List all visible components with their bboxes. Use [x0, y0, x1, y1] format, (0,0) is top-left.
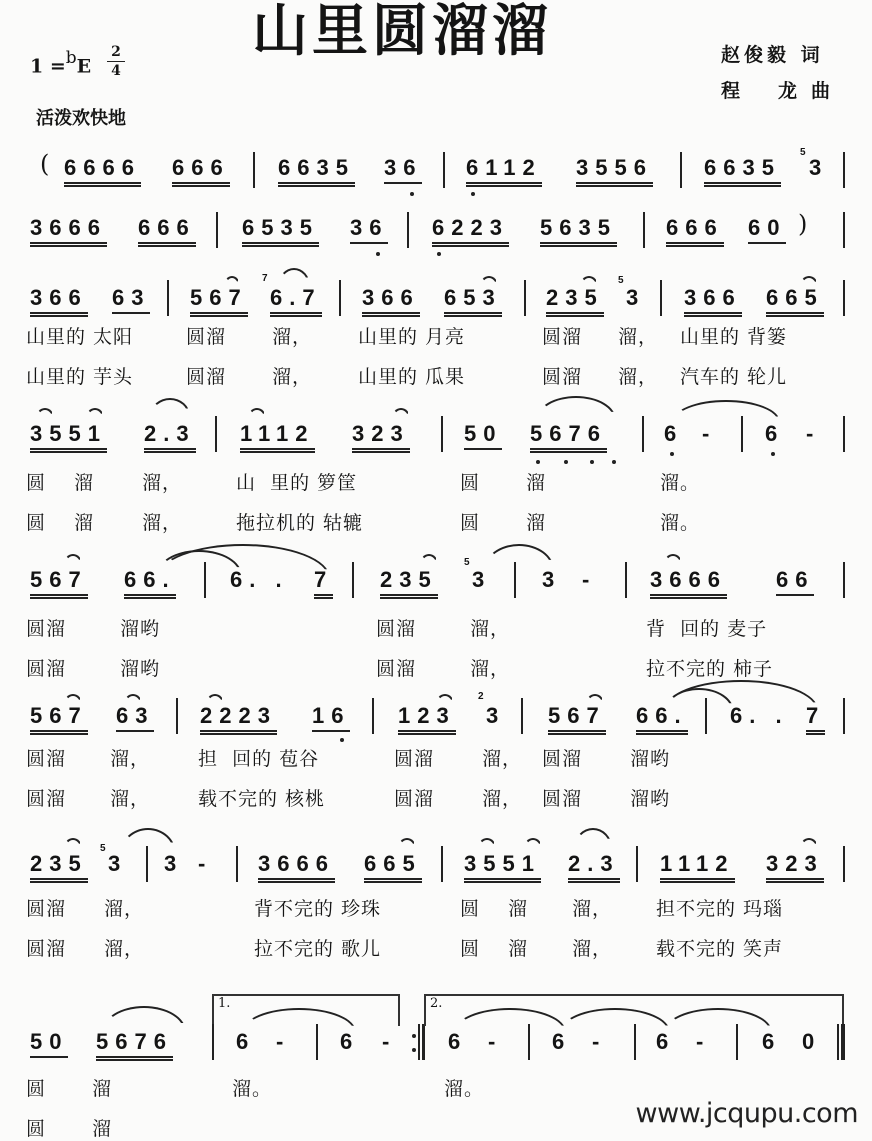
barline: [843, 152, 845, 188]
lyric: 圆溜: [542, 788, 583, 810]
lyric: 圆: [26, 1118, 47, 1140]
note-group: 6666: [64, 156, 141, 187]
barline: [215, 416, 217, 452]
dash: -: [806, 421, 821, 446]
note-group: 36: [384, 156, 422, 184]
lyric: 圆溜: [394, 748, 435, 770]
dash: -: [198, 851, 213, 876]
lyric: 载不完的 笑声: [656, 938, 784, 960]
barline: [524, 280, 526, 316]
barline: [514, 562, 516, 598]
low-octave-dot: [437, 252, 441, 256]
barline: [212, 1024, 214, 1060]
lyric: 溜，: [470, 658, 511, 680]
barline: [843, 416, 845, 452]
dash: -: [582, 567, 597, 592]
note-group: 6635: [704, 156, 781, 187]
slur-arc: [800, 838, 818, 848]
lyric: 担不完的 玛瑙: [656, 898, 784, 920]
slur-arc: [150, 398, 190, 416]
slur-arc: [86, 408, 104, 418]
slur-arc: [278, 268, 310, 286]
dash: -: [696, 1029, 711, 1054]
note-group: 3666: [258, 852, 335, 883]
lyric: 溜，: [482, 748, 523, 770]
lyric: 圆溜: [26, 618, 67, 640]
lyric: 溜: [508, 938, 529, 960]
note-group: 6635: [278, 156, 355, 187]
lyric: 溜: [508, 898, 529, 920]
lyric: 担 回的 苞谷: [198, 748, 320, 770]
dash: -: [488, 1029, 503, 1054]
lyric: 山里的 背篓: [680, 326, 788, 348]
composer-surname: 程: [721, 80, 741, 102]
note-group: 7: [806, 704, 825, 735]
lyric: 溜，: [104, 938, 145, 960]
dash: -: [382, 1029, 397, 1054]
low-octave-dot: [536, 460, 540, 464]
lyric: 溜，: [110, 788, 151, 810]
lyric: 背不完的 珍珠: [254, 898, 382, 920]
note-group: 666: [138, 216, 196, 247]
low-octave-dot: [410, 192, 414, 196]
barline: [176, 698, 178, 734]
note-group: 567: [30, 568, 88, 599]
lyric: 圆溜: [186, 366, 227, 388]
dash: -: [592, 1029, 607, 1054]
lyric: 圆溜: [186, 326, 227, 348]
lyric: 溜，: [618, 326, 659, 348]
note-group: 366: [684, 286, 742, 317]
barline: [642, 416, 644, 452]
note-group: 66: [776, 568, 814, 596]
note: 6: [448, 1029, 468, 1054]
note-group: 66.: [124, 568, 176, 599]
note-group: 5676: [96, 1030, 173, 1061]
time-signature: [107, 44, 125, 79]
barline: [352, 562, 354, 598]
lyric: 圆溜: [542, 366, 583, 388]
final-barline-thick: [841, 1024, 845, 1060]
lyric: 溜，: [470, 618, 511, 640]
tempo-marking: 活泼欢快地: [36, 108, 126, 129]
lyric: 溜，: [272, 326, 313, 348]
slur-arc: [574, 828, 612, 848]
lyric: 溜哟: [120, 658, 161, 680]
repeat-barline-thin: [418, 1024, 420, 1060]
lyric: 山里的 太阳: [26, 326, 134, 348]
barline: [204, 562, 206, 598]
barline: [372, 698, 374, 734]
slur-arc: [64, 554, 82, 564]
lyric: 拉不完的 柿子: [646, 658, 774, 680]
lyric: 溜。: [660, 512, 701, 534]
lyric: 圆溜: [26, 748, 67, 770]
note: 6: [762, 1029, 782, 1054]
note: 3: [164, 851, 184, 876]
final-barline-thin: [837, 1024, 839, 1060]
note-group: 123: [398, 704, 456, 735]
lyric: 圆溜: [26, 658, 67, 680]
slur-arc: [36, 408, 54, 418]
barline: [146, 846, 148, 882]
barline: [443, 152, 445, 188]
lyric: 圆溜: [26, 938, 67, 960]
note-group: 7: [314, 568, 333, 599]
lyric: 圆溜: [394, 788, 435, 810]
barline: [736, 1024, 738, 1060]
lyric: 汽车的 轮儿: [680, 366, 788, 388]
note-group: 3556: [576, 156, 653, 187]
composer-credit: [721, 76, 830, 103]
note: 6: [656, 1029, 676, 1054]
note-group: 50: [464, 422, 502, 450]
time-bottom: 4: [111, 63, 121, 79]
lyric: 圆溜: [26, 788, 67, 810]
slur-arc: [64, 838, 82, 848]
lyric: 溜，: [272, 366, 313, 388]
note: 3: [542, 567, 562, 592]
barline: [625, 562, 627, 598]
note-group: 3551: [30, 422, 107, 453]
barline: [643, 212, 645, 248]
lyric: 溜，: [142, 472, 183, 494]
note-group: 2223: [200, 704, 277, 735]
grace-note: 2: [478, 691, 484, 702]
note: 3: [472, 567, 492, 592]
low-octave-dot: [612, 460, 616, 464]
note-group: 235: [30, 852, 88, 883]
note-group: 235: [546, 286, 604, 317]
note-group: 3551: [464, 852, 541, 883]
lyric: 溜，: [142, 512, 183, 534]
slur-arc: [398, 838, 416, 848]
note-group: 665: [766, 286, 824, 317]
note-group: 63: [112, 286, 150, 314]
lyric: 溜哟: [120, 618, 161, 640]
barline: [843, 212, 845, 248]
barline: [636, 846, 638, 882]
low-octave-dot: [376, 252, 380, 256]
note-group: 567: [30, 704, 88, 735]
tie-arc: [672, 400, 780, 422]
note: 6: [236, 1029, 256, 1054]
lyric: 溜: [92, 1118, 113, 1140]
note: 3: [626, 285, 646, 310]
lyric: 溜，: [572, 938, 613, 960]
note-group: 2.3: [144, 422, 196, 453]
lyric: 溜: [92, 1078, 113, 1100]
low-octave-dot: [670, 452, 674, 456]
note-group: 235: [380, 568, 438, 599]
barline: [634, 1024, 636, 1060]
note-group: 16: [312, 704, 350, 732]
lyric: 溜。: [444, 1078, 485, 1100]
low-octave-dot: [340, 738, 344, 742]
barline: [660, 280, 662, 316]
lyric: 溜。: [660, 472, 701, 494]
note-group: 6223: [432, 216, 509, 247]
barline: [705, 698, 707, 734]
barline: [843, 280, 845, 316]
barline: [741, 416, 743, 452]
composer-role: 曲: [811, 80, 831, 102]
note-group: 3666: [30, 216, 107, 247]
barline: [407, 212, 409, 248]
low-octave-dot: [471, 192, 475, 196]
note-group: 63: [116, 704, 154, 732]
note: 6: [664, 421, 684, 446]
lyric: 山 里的 箩筐: [236, 472, 358, 494]
key-signature: [30, 50, 91, 77]
grace-note: 5: [618, 275, 624, 286]
lyricist-credit: 赵俊毅 词: [721, 44, 824, 66]
lyric: 溜: [74, 472, 95, 494]
barline: [441, 846, 443, 882]
repeat-dot: [412, 1034, 416, 1038]
note-group: 36: [350, 216, 388, 244]
note-group: 567: [548, 704, 606, 735]
lyric: 圆: [460, 472, 481, 494]
second-ending-label: 2.: [430, 996, 443, 1011]
slur-arc: [480, 276, 498, 286]
note: 6: [340, 1029, 360, 1054]
barline: [236, 846, 238, 882]
lyric: 山里的 瓜果: [358, 366, 466, 388]
barline: [843, 562, 845, 598]
note-group: 1112: [240, 422, 315, 453]
slur-arc: [664, 554, 682, 564]
note-group: 5676: [530, 422, 607, 453]
lyric: 载不完的 核桃: [198, 788, 326, 810]
barline: [216, 212, 218, 248]
barline: [316, 1024, 318, 1060]
lyric: 圆: [26, 1078, 47, 1100]
slur-arc: [800, 276, 818, 286]
lyric: 溜，: [482, 788, 523, 810]
slur-arc: [420, 554, 438, 564]
note-group: 2.3: [568, 852, 620, 883]
note-group: 665: [364, 852, 422, 883]
barline: [680, 152, 682, 188]
lyric: 溜，: [572, 898, 613, 920]
note: 6: [552, 1029, 572, 1054]
slur-arc: [580, 276, 598, 286]
dash: -: [702, 421, 717, 446]
lyric: 溜哟: [630, 748, 671, 770]
lyric: 溜哟: [630, 788, 671, 810]
note-group: 6535: [242, 216, 319, 247]
lyric: 圆: [460, 898, 481, 920]
lyric: 背 回的 麦子: [646, 618, 768, 640]
composer-given-name: 龙: [778, 80, 798, 102]
slur-arc: [392, 408, 410, 418]
repeat-dot: [412, 1048, 416, 1052]
slur-arc: [248, 408, 266, 418]
website-watermark: www.jcqupu.com: [635, 1098, 858, 1129]
note-group: 50: [30, 1030, 68, 1058]
low-octave-dot: [771, 452, 775, 456]
grace-note: 5: [800, 147, 806, 158]
slur-arc: [536, 396, 616, 420]
lyric: 圆: [460, 938, 481, 960]
lyric: 溜，: [618, 366, 659, 388]
note-group: 6112: [466, 156, 542, 187]
barline: [253, 152, 255, 188]
note-group: 666: [172, 156, 230, 187]
lyric: 溜: [74, 512, 95, 534]
note: 3: [809, 155, 829, 180]
key-prefix: 1 =: [30, 55, 66, 78]
first-ending-label: 1.: [218, 996, 231, 1011]
lyric: 山里的 芋头: [26, 366, 134, 388]
note: 3: [108, 851, 128, 876]
barline: [843, 698, 845, 734]
close-paren: ): [798, 210, 808, 238]
note-group: 6.7: [270, 286, 322, 317]
lyric: 拖拉机的 轱辘: [236, 512, 364, 534]
barline: [339, 280, 341, 316]
lyric: 圆溜: [542, 748, 583, 770]
barline: [167, 280, 169, 316]
note-group: 6. .: [730, 703, 789, 728]
grace-note: 5: [464, 557, 470, 568]
lyric: 圆溜: [542, 326, 583, 348]
note: 6: [765, 421, 785, 446]
open-paren: (: [40, 150, 50, 178]
grace-note: 5: [100, 843, 106, 854]
lyric: 溜。: [232, 1078, 273, 1100]
note-group: 66.: [636, 704, 688, 735]
note-group: 323: [352, 422, 410, 453]
note-group: 366: [362, 286, 420, 317]
note: 3: [486, 703, 506, 728]
lyric: 溜，: [110, 748, 151, 770]
flat-sign: b: [65, 48, 77, 68]
lyric: 圆: [26, 472, 47, 494]
lyric: 圆: [460, 512, 481, 534]
barline: [843, 846, 845, 882]
lyric: 山里的 月亮: [358, 326, 466, 348]
key-note: E: [76, 55, 92, 78]
barline: [528, 1024, 530, 1060]
song-title: 山里圆溜溜: [252, 0, 552, 64]
slur-arc: [524, 838, 542, 848]
note-group: 6. .: [230, 567, 289, 592]
lyric: 溜: [526, 512, 547, 534]
low-octave-dot: [564, 460, 568, 464]
note-group: 1112: [660, 852, 735, 883]
slur-arc: [478, 838, 496, 848]
lyric: 溜: [526, 472, 547, 494]
note-group: 323: [766, 852, 824, 883]
repeat-barline-thick: [422, 1024, 425, 1060]
lyric: 圆溜: [26, 898, 67, 920]
barline: [521, 698, 523, 734]
dash: -: [276, 1029, 291, 1054]
lyric: 圆溜: [376, 618, 417, 640]
low-octave-dot: [590, 460, 594, 464]
lyric: 圆: [26, 512, 47, 534]
note-group: 60: [748, 216, 786, 244]
note-group: 366: [30, 286, 88, 317]
lyric: 圆溜: [376, 658, 417, 680]
note-group: 666: [666, 216, 724, 247]
lyric: 拉不完的 歌儿: [254, 938, 382, 960]
note-group: 3666: [650, 568, 727, 599]
rest: 0: [802, 1029, 822, 1054]
note-group: 5635: [540, 216, 617, 247]
grace-note: 7: [262, 273, 268, 284]
note-group: 653: [444, 286, 502, 317]
lyric: 溜，: [104, 898, 145, 920]
note-group: 567: [190, 286, 248, 317]
time-top: 2: [111, 44, 121, 60]
barline: [441, 416, 443, 452]
slur-arc: [224, 276, 240, 286]
